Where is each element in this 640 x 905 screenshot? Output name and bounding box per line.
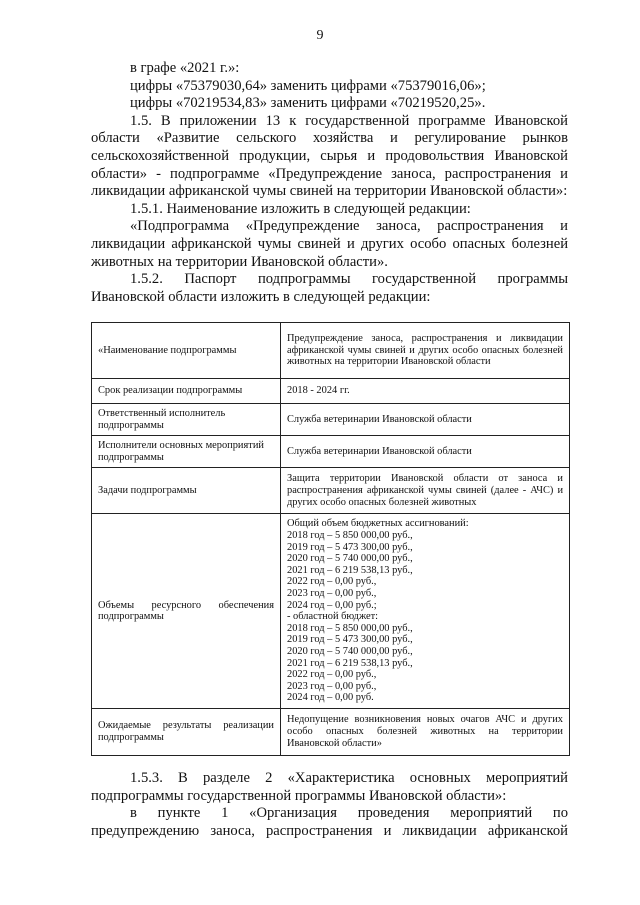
paragraph-item-1-5-3: 1.5.3. В разделе 2 «Характеристика основных мероприятий подпрограммы государственной программы Ивановской области»:	[91, 770, 568, 804]
table-value-cell: Служба ветеринарии Ивановской области	[281, 436, 570, 468]
funding-line: 2020 год – 5 740 000,00 руб.,	[287, 553, 413, 565]
table-row	[92, 468, 570, 514]
funding-line: 2022 год – 0,00 руб.,	[287, 669, 377, 681]
funding-line: Общий объем бюджетных ассигнований:	[287, 518, 469, 530]
table-value-cell: 2018 - 2024 гг.	[281, 379, 570, 404]
table-label-cell: Срок реализации подпрограммы	[92, 379, 281, 404]
table-value-cell: Защита территории Ивановской области от заноса и распространения африканской чумы свиней (далее - АЧС) и других особо опасных болезней животных	[281, 468, 570, 514]
table-value-cell: Недопущение возникновения новых очагов АЧС и других особо опасных болезней животных на территории Ивановской области»	[281, 708, 570, 755]
table-label-cell: Исполнители основных мероприятий подпрограммы	[92, 436, 281, 468]
paragraph-item-1-5: 1.5. В приложении 13 к государственной программе Ивановской области «Развитие сельского хозяйства и регулирование рынков сельскохозяйственной продукции, сырья и продовольствия Ивановской области» - подпрограмме «Предупреждение заноса, распространения и ликвидации африканской чумы свиней на территории Ивановской области»:	[91, 112, 568, 200]
table-label-cell: «Наименование подпрограммы	[92, 323, 281, 379]
table-row	[92, 379, 570, 404]
paragraph-subprogram-name: «Подпрограмма «Предупреждение заноса, распространения и ликвидации африканской чумы свиней и других особо опасных болезней животных на территории Ивановской области».	[91, 218, 568, 270]
paragraph-item-1-5-2: 1.5.2. Паспорт подпрограммы государственной программы Ивановской области изложить в следующей редакции:	[91, 271, 568, 305]
funding-line: 2018 год – 5 850 000,00 руб.,	[287, 529, 413, 541]
table-row	[92, 708, 570, 755]
paragraph: в пункте 1 «Организация проведения мероприятий по предупреждению заноса, распространения и ликвидации африканской	[91, 805, 568, 839]
funding-line: - областной бюджет:	[287, 611, 379, 623]
table-row	[92, 323, 570, 379]
table-label-cell: Задачи подпрограммы	[92, 468, 281, 514]
funding-line: 2024 год – 0,00 руб.;	[287, 599, 377, 611]
subprogram-passport-table	[91, 322, 570, 756]
table-value-cell: Служба ветеринарии Ивановской области	[281, 404, 570, 436]
table-label-cell: Объемы ресурсного обеспечения подпрограммы	[92, 514, 281, 709]
table-label-cell: Ответственный исполнитель подпрограммы	[92, 404, 281, 436]
funding-line: 2023 год – 0,00 руб.,	[287, 680, 377, 692]
table-label-cell: Ожидаемые результаты реализации подпрограммы	[92, 708, 281, 755]
funding-line: 2021 год – 6 219 538,13 руб.,	[287, 657, 413, 669]
paragraph: цифры «70219534,83» заменить цифрами «70219520,25».	[130, 95, 486, 112]
funding-line: 2021 год – 6 219 538,13 руб.,	[287, 564, 413, 576]
funding-list-cell	[281, 514, 570, 709]
funding-line: 2022 год – 0,00 руб.,	[287, 576, 377, 588]
funding-line: 2023 год – 0,00 руб.,	[287, 587, 377, 599]
funding-line: 2020 год – 5 740 000,00 руб.,	[287, 645, 413, 657]
page-number: 9	[316, 28, 324, 43]
funding-line: 2019 год – 5 473 300,00 руб.,	[287, 634, 413, 646]
funding-line: 2018 год – 5 850 000,00 руб.,	[287, 622, 413, 634]
continuation-text	[91, 770, 568, 840]
table-row	[92, 436, 570, 468]
paragraph-item-1-5-1: 1.5.1. Наименование изложить в следующей редакции:	[130, 200, 471, 217]
paragraph: в графе «2021 г.»:	[130, 60, 240, 76]
paragraph: цифры «75379030,64» заменить цифрами «75379016,06»;	[130, 77, 486, 94]
amendment-text	[91, 60, 568, 306]
funding-line: 2024 год – 0,00 руб.	[287, 692, 374, 704]
table-row	[92, 404, 570, 436]
table-value-cell: Предупреждение заноса, распространения и ликвидации африканской чумы свиней и других особо опасных болезней животных на территории Ивановской области	[281, 323, 570, 379]
funding-line: 2019 год – 5 473 300,00 руб.,	[287, 541, 413, 553]
table-row	[92, 514, 570, 709]
